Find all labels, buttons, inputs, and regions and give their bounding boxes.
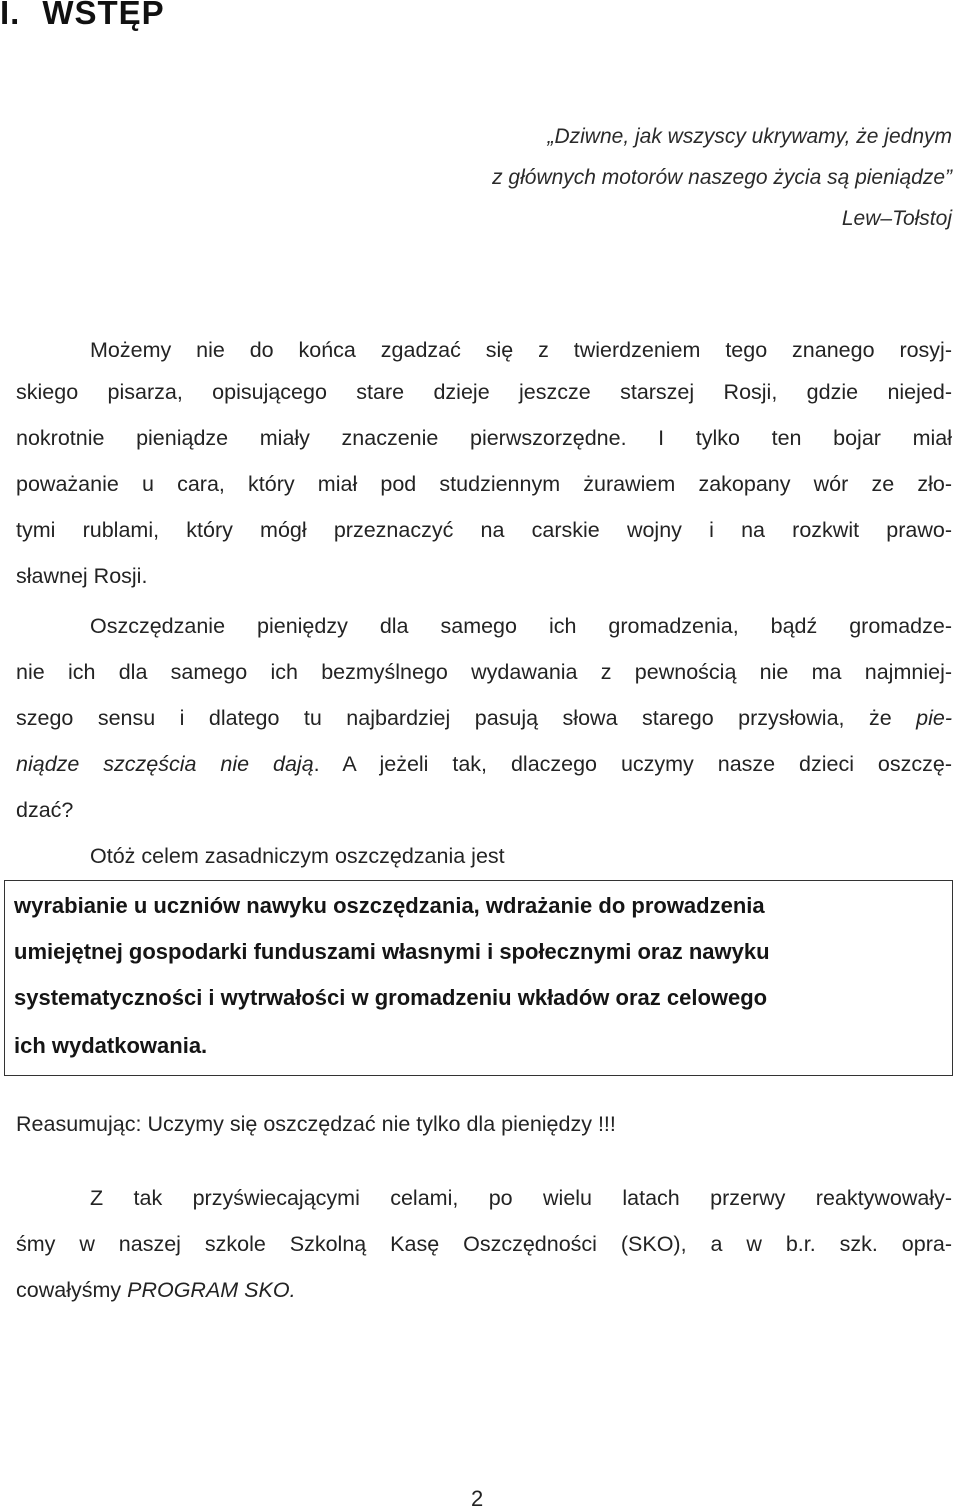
paragraph-3-line: Z tak przyświecającymi celami, po wielu latach przerwy reaktywowały- <box>90 1186 952 1210</box>
paragraph-2-text: szego sensu i dlatego tu najbardziej pasują słowa starego przysłowia, że <box>16 706 917 730</box>
paragraph-2-text: . A jeżeli tak, dlaczego uczymy nasze dzieci oszczę- <box>313 752 952 776</box>
goal-bold-line: umiejętnej gospodarki funduszami własnymi i społecznymi oraz nawyku <box>14 939 770 964</box>
paragraph-3-line <box>16 1224 952 1264</box>
goal-bold-line: ich wydatkowania. <box>14 1033 208 1058</box>
paragraph-1-line: skiego pisarza, opisującego stare dzieje jeszcze starszej Rosji, gdzie niejed- <box>16 380 952 404</box>
epigraph <box>252 116 952 239</box>
section-title: WSTĘP <box>42 0 165 31</box>
section-number: I. <box>0 0 21 31</box>
proverb-text: pie- <box>916 706 952 730</box>
paragraph-3-text: cowałyśmy <box>16 1278 128 1302</box>
epigraph-line-1: „Dziwne, jak wszyscy ukrywamy, że jednym <box>547 125 952 148</box>
paragraph-2-line <box>16 698 952 738</box>
paragraph-2-line <box>16 744 952 784</box>
paragraph-2-line: nie ich dla samego ich bezmyślnego wydawania z pewnością nie ma najmniej- <box>16 660 952 684</box>
paragraph-3-text: śmy w naszej szkole Szkolną Kasę Oszczędności (SKO), <box>16 1232 687 1256</box>
paragraph-1-line: tymi rublami, który mógł przeznaczyć na carskie wojny i na rozkwit prawo- <box>16 518 952 542</box>
paragraph-1-line: Możemy nie do końca zgadzać się z twierdzeniem tego znanego rosyj- <box>90 338 952 362</box>
page-number: 2 <box>471 1486 484 1511</box>
summary-line: Reasumując: Uczymy się oszczędzać nie tylko dla pieniędzy !!! <box>16 1112 616 1136</box>
paragraph-1-line: nokrotnie pieniądze miały znaczenie pierwszorzędne. I tylko ten bojar miał <box>16 426 952 450</box>
paragraph-3-text: a w b.r. szk. opra- <box>710 1232 952 1256</box>
paragraph-2-line: dzać? <box>16 798 74 822</box>
epigraph-line-2: z głównych motorów naszego życia są pieniądze” <box>492 166 952 189</box>
paragraph-2-line: Oszczędzanie pieniędzy dla samego ich gromadzenia, bądź gromadze- <box>90 614 952 638</box>
goal-intro: Otóż celem zasadniczym oszczędzania jest <box>90 844 505 868</box>
goal-bold-line: systematyczności i wytrwałości w gromadzeniu wkładów oraz celowego <box>14 985 768 1010</box>
paragraph-1-line: sławnej Rosji. <box>16 564 148 588</box>
section-heading <box>0 0 165 32</box>
paragraph-1-line: poważanie u cara, który miał pod studziennym żurawiem zakopany wór ze zło- <box>16 472 952 496</box>
goal-bold-line: wyrabianie u uczniów nawyku oszczędzania, wdrażanie do prowadzenia <box>14 893 765 918</box>
program-name: PROGRAM SKO. <box>127 1278 296 1302</box>
epigraph-author: Lew–Tołstoj <box>841 207 952 230</box>
paragraph-3-line <box>16 1270 952 1310</box>
proverb-text: niądze szczęścia nie dają <box>16 752 314 776</box>
